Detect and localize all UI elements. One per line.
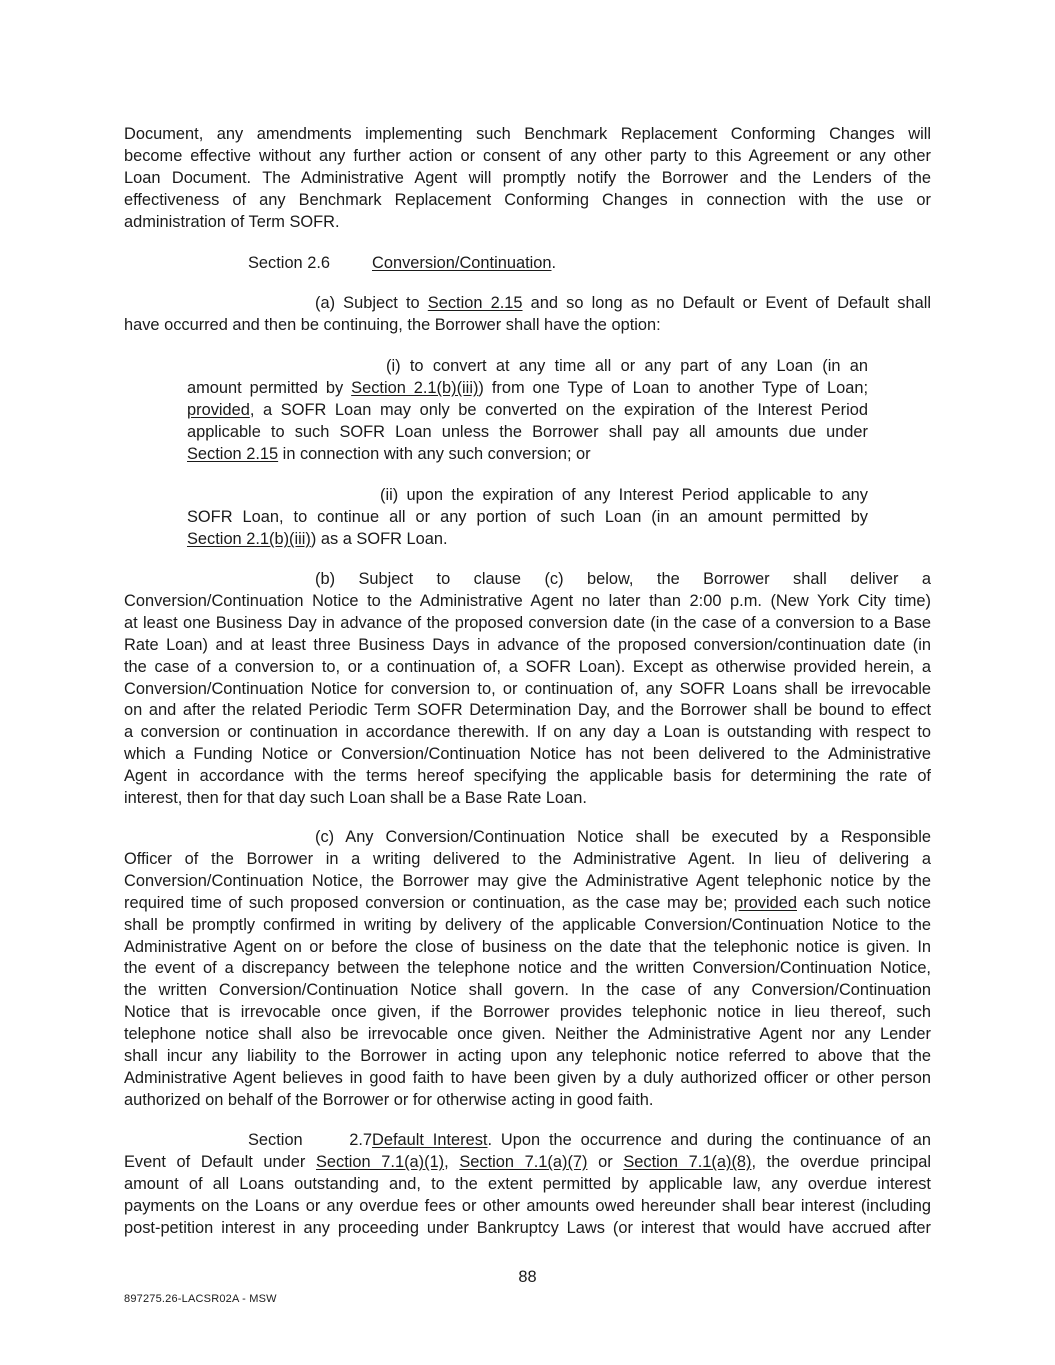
text-run: , (444, 1152, 460, 1171)
text-line: the written Conversion/Continuation Notice shall govern. In the case of any Conversion/Continuation (124, 981, 931, 1000)
text-line: interest, then for that day such Loan shall be a Base Rate Loan. (124, 789, 587, 808)
section-2-7 (124, 1130, 931, 1240)
text-line: administration of Term SOFR. (124, 212, 340, 231)
text-line: Loan Document. The Administrative Agent will promptly notify the Borrower and the Lenders of the (124, 168, 931, 187)
section-reference: Section 2.15 (187, 444, 279, 463)
section-reference: Section 2.15 (427, 294, 523, 312)
text-line (124, 1130, 931, 1152)
section-reference: Section 7.1(a)(7) (459, 1152, 588, 1171)
text-run: . Upon the occurrence and during the continuance of an (487, 1131, 931, 1149)
text-line: which a Funding Notice or Conversion/Continuation Notice has not been delivered to the Administrative (124, 745, 931, 764)
text-run: , the overdue principal (751, 1152, 931, 1171)
text-run: amount permitted by (187, 378, 352, 397)
text-line: Rate Loan) and at least three Business Days in advance of the proposed conversion/continuation date (in (124, 635, 931, 654)
text-line: effectiveness of any Benchmark Replacement Conforming Changes in connection with the use or (124, 190, 931, 209)
paragraph-c (124, 827, 931, 1112)
text-line (187, 529, 868, 551)
text-line: (b) Subject to clause (c) below, the Borrower shall deliver a (315, 570, 931, 588)
text-run: required time of such proposed conversion or continuation, as the case may be; (124, 893, 735, 912)
text-line: post-petition interest in any proceeding under Bankruptcy Laws (or interest that would have accrued after (124, 1218, 931, 1237)
text-line: (ii) upon the expiration of any Interest Period applicable to any (380, 486, 868, 504)
text-line: a conversion or continuation in accordance therewith. If on any day a Loan is outstanding with respect to (124, 723, 931, 742)
text-run: and so long as no Default or Event of Default shall (522, 294, 931, 312)
text-line: have occurred and then be continuing, the Borrower shall have the option: (124, 315, 661, 334)
section-title: Conversion/Continuation (372, 254, 552, 272)
text-line: shall incur any liability to the Borrower in acting upon any telephonic notice referred to above that the (124, 1047, 931, 1066)
paragraph-b (124, 569, 931, 810)
text-line: SOFR Loan, to continue all or any portion of such Loan (in an amount permitted by (187, 507, 868, 526)
text-line: applicable to such SOFR Loan unless the Borrower shall pay all amounts due under (187, 422, 868, 441)
text-run: (a) Subject to (315, 294, 428, 312)
text-run: ) as a SOFR Loan. (310, 529, 448, 548)
text-line: at least one Business Day in advance of the proposed conversion date (in the case of a conversion to a Base (124, 613, 931, 632)
text-line: telephone notice shall also be irrevocable once given. Neither the Administrative Agent nor any Lender (124, 1025, 931, 1044)
intro-paragraph (124, 124, 931, 234)
section-title-suffix: . (551, 254, 557, 272)
text-line: Officer of the Borrower in a writing delivered to the Administrative Agent. In lieu of delivering a (124, 849, 931, 868)
text-line: authorized on behalf of the Borrower or for otherwise acting in good faith. (124, 1090, 654, 1109)
document-footer-id: 897275.26-LACSR02A - MSW (124, 1293, 277, 1305)
text-run: Event of Default under (124, 1152, 316, 1171)
section-reference: Section 2.1(b)(iii) (187, 529, 311, 548)
defined-term: provided (187, 400, 250, 419)
text-line (187, 378, 868, 400)
text-line: Administrative Agent on or before the close of business on the date that the telephonic notice is given. In (124, 937, 931, 956)
clause-i (187, 356, 868, 466)
text-line (187, 444, 868, 466)
text-line: Document, any amendments implementing such Benchmark Replacement Conforming Changes will (124, 125, 931, 143)
clause-ii (187, 485, 868, 551)
text-line: amount of all Loans outstanding and, to the extent permitted by applicable law, any overdue interest (124, 1174, 931, 1193)
section-reference: Section 7.1(a)(1) (315, 1152, 445, 1171)
section-number: Section 2.6 (248, 254, 331, 272)
text-run: ) from one Type of Loan to another Type of Loan; (478, 378, 868, 397)
text-run: in connection with any such conversion; or (278, 444, 591, 463)
text-line: Conversion/Continuation Notice, the Borrower may give the Administrative Agent telephonic notice by the (124, 871, 931, 890)
defined-term: provided (734, 893, 797, 912)
section-title: Default Interest (372, 1131, 488, 1149)
text-line (124, 893, 931, 915)
text-line: (c) Any Conversion/Continuation Notice shall be executed by a Responsible (315, 828, 931, 846)
text-run: each such notice (796, 893, 931, 912)
text-line: Conversion/Continuation Notice for conversion to, or continuation of, any SOFR Loans shall be irrevocable (124, 679, 931, 698)
text-line: Conversion/Continuation Notice to the Administrative Agent no later than 2:00 p.m. (New York City time) (124, 591, 931, 610)
page-number: 88 (518, 1268, 537, 1286)
text-line: (i) to convert at any time all or any part of any Loan (in an (386, 357, 868, 375)
text-run: , a SOFR Loan may only be converted on the expiration of the Interest Period (249, 400, 868, 419)
text-line (124, 293, 931, 315)
text-line: payments on the Loans or any overdue fees or other amounts owed hereunder shall bear interest (including (124, 1196, 931, 1215)
text-line (124, 1152, 931, 1174)
section-reference: Section 2.1(b)(iii) (351, 378, 479, 397)
section-number: Section 2.7 (248, 1131, 372, 1149)
text-line: become effective without any further action or consent of any other party to this Agreement or any other (124, 146, 931, 165)
section-reference: Section 7.1(a)(8) (623, 1152, 752, 1171)
text-line (187, 400, 868, 422)
text-run: or (587, 1152, 624, 1171)
text-line: the case of a conversion to, or a continuation of, a SOFR Loan). Except as otherwise provided herein, a (124, 657, 931, 676)
paragraph-a (124, 293, 931, 337)
text-line: Administrative Agent believes in good faith to have been given by a duly authorized officer or other person (124, 1068, 931, 1087)
text-line: on and after the related Periodic Term SOFR Determination Day, and the Borrower shall be bound to effect (124, 701, 931, 720)
text-line: the event of a discrepancy between the telephone notice and the written Conversion/Continuation Notice, (124, 959, 931, 978)
section-2-6-heading (248, 253, 556, 275)
text-line: Agent in accordance with the terms hereof specifying the applicable basis for determining the rate of (124, 767, 931, 786)
text-line: shall be promptly confirmed in writing by delivery of the applicable Conversion/Continuation Notice to the (124, 915, 931, 934)
text-line: Notice that is irrevocable once given, if the Borrower provides telephonic notice in lieu thereof, such (124, 1003, 931, 1022)
